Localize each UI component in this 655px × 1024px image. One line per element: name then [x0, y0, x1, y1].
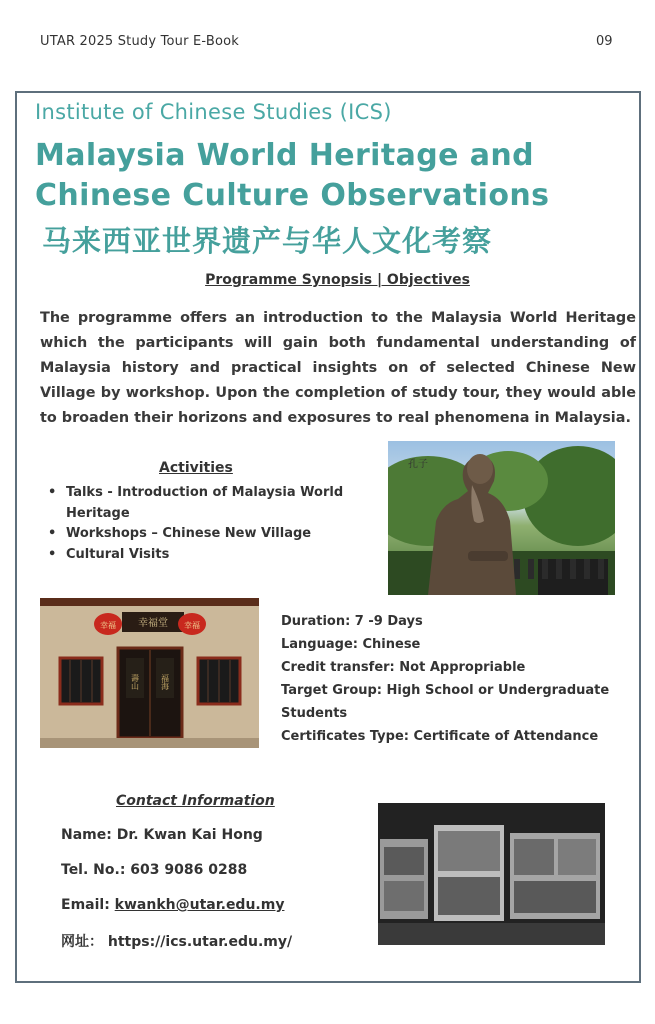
- synopsis-heading: Programme Synopsis | Objectives: [205, 272, 470, 288]
- duration-text: Duration: 7 -9 Days: [281, 614, 423, 629]
- museum-exhibit-photo: [378, 803, 605, 945]
- programme-title-chinese: 马来西亚世界遗产与华人文化考察: [42, 224, 493, 258]
- institute-name: Institute of Chinese Studies (ICS): [35, 100, 392, 124]
- email-link[interactable]: kwankh@utar.edu.my: [114, 897, 285, 913]
- activities-list: [48, 483, 358, 565]
- email-label: Email:: [61, 897, 115, 913]
- ebook-title: UTAR 2025 Study Tour E-Book: [40, 34, 239, 49]
- svg-text:壽山: 壽山: [130, 674, 140, 690]
- credit-transfer-text: Credit transfer: Not Appropriable: [281, 660, 526, 675]
- contact-tel: Tel. No.: 603 9086 0288: [61, 862, 248, 878]
- programme-title: [35, 136, 635, 216]
- contact-website[interactable]: 网址： https://ics.utar.edu.my/: [61, 934, 293, 950]
- certificate-type-text: Certificates Type: Certificate of Attendance: [281, 729, 599, 744]
- svg-text:福海: 福海: [160, 674, 170, 690]
- programme-details: [281, 610, 621, 748]
- house-plaque-text: 幸福堂: [138, 618, 168, 629]
- activities-heading: Activities: [159, 460, 233, 476]
- language-text: Language: Chinese: [281, 637, 421, 652]
- confucius-statue-photo: [388, 441, 615, 595]
- statue-illustration: [388, 441, 615, 595]
- bullet-icon: •: [48, 526, 57, 541]
- house-illustration: [40, 598, 259, 748]
- contact-heading: Contact Information: [116, 793, 275, 809]
- contact-email: [61, 897, 284, 913]
- activity-item: • Talks - Introduction of Malaysia World Heritage: [48, 485, 344, 521]
- contact-name: Name: Dr. Kwan Kai Hong: [61, 827, 263, 843]
- chinese-house-photo: [40, 598, 259, 748]
- museum-illustration: [378, 803, 605, 945]
- activity-item: • Workshops – Chinese New Village: [48, 524, 358, 545]
- synopsis-text: The programme offers an introduction to the Malaysia World Heritage which the participants will gain both fundamental understanding of Malaysia history and practical insights on of selected Chinese New Village by workshop. Upon the completion of study tour, they would able to broaden their horizons and exposures to real phenomena in Malaysia.: [40, 310, 636, 426]
- bullet-icon: •: [48, 546, 57, 562]
- programme-title-line2: Chinese Culture Observations: [35, 178, 550, 213]
- activity-item: • Cultural Visits: [48, 545, 358, 566]
- bullet-icon: •: [48, 485, 57, 500]
- statue-sign-text: 孔子: [408, 459, 428, 470]
- svg-text:幸福: 幸福: [100, 621, 116, 630]
- svg-text:幸福: 幸福: [184, 621, 200, 630]
- target-group-text: Target Group: High School or Undergraduate Students: [281, 683, 610, 721]
- page-number: 09: [596, 34, 613, 49]
- programme-title-line1: Malaysia World Heritage and: [35, 138, 534, 173]
